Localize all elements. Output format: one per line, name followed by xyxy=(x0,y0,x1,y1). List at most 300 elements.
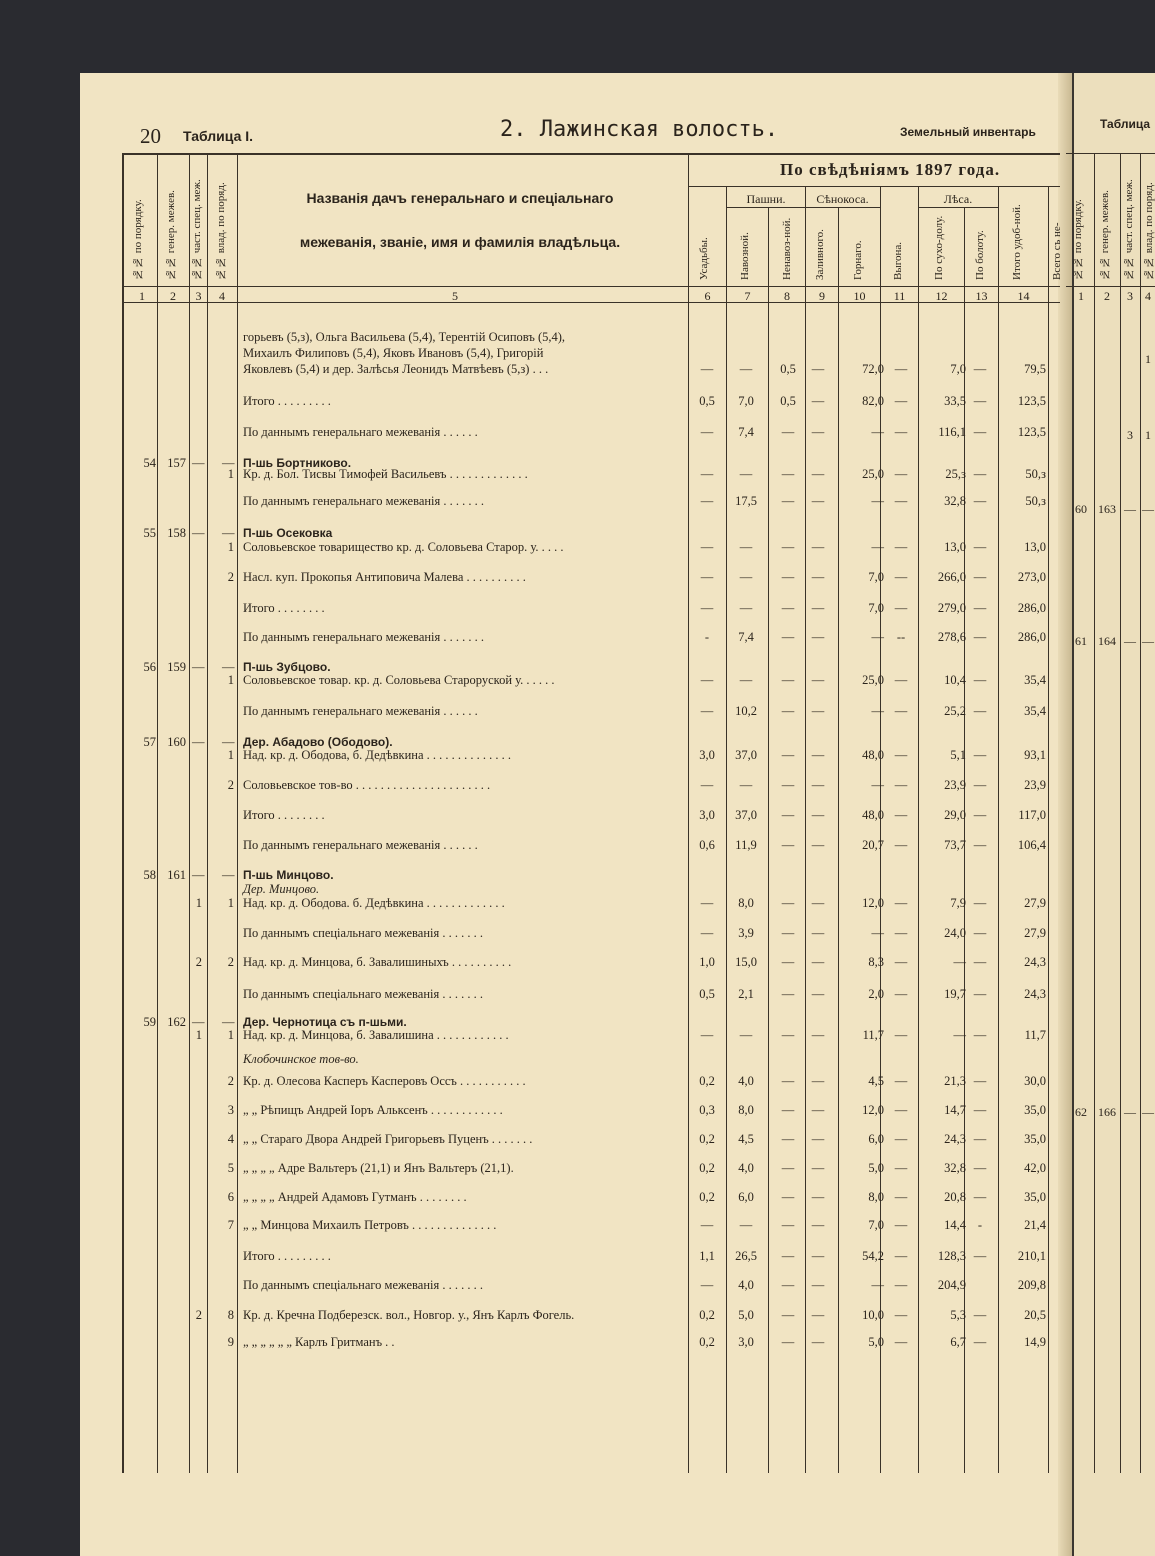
row-c8: — xyxy=(781,1278,795,1292)
colnum-9: 9 xyxy=(819,289,825,303)
row-c8: — xyxy=(781,673,795,687)
row-c8: — xyxy=(781,425,795,439)
row-c13: — xyxy=(973,362,987,376)
row-c6: 0,2 xyxy=(699,1132,715,1146)
row-c9: — xyxy=(811,748,825,762)
row-c9: — xyxy=(811,570,825,584)
row-c13: — xyxy=(973,425,987,439)
row-c12: 73,7 xyxy=(944,838,966,852)
row-c10: 12,0 xyxy=(862,1103,884,1117)
row-c10: 5,0 xyxy=(868,1335,884,1349)
row-c11: — xyxy=(894,778,908,792)
right-colnum-3: 3 xyxy=(1127,289,1133,303)
row-c7: 7,4 xyxy=(738,425,754,439)
row-n3: — xyxy=(192,526,205,540)
row-c10: — xyxy=(871,778,884,792)
row-c8: — xyxy=(781,1218,795,1232)
row-name: Соловьевское товар. кр. д. Соловьева Староруской у. . . . . . xyxy=(243,673,555,687)
row-c10: 6,0 xyxy=(868,1132,884,1146)
row-c6: — xyxy=(700,1028,714,1042)
table-row xyxy=(0,896,1060,912)
table-row xyxy=(0,955,1060,971)
row-c12: 32,8 xyxy=(944,494,966,508)
row-c9: — xyxy=(811,1190,825,1204)
right-header-special: №№ част. спец. меж. xyxy=(1123,179,1135,280)
row-n1: 54 xyxy=(143,456,156,470)
row-c6: 0,3 xyxy=(699,1103,715,1117)
header-bottom-border xyxy=(122,286,1060,287)
row-n3: — xyxy=(192,735,205,749)
row-n1: 55 xyxy=(143,526,156,540)
row-c9: — xyxy=(811,1335,825,1349)
page-number: 20 xyxy=(140,124,161,148)
row-c13: — xyxy=(973,838,987,852)
row-c10: 11,7 xyxy=(862,1028,884,1042)
row-c7: 37,0 xyxy=(735,748,757,762)
row-c14: 117,0 xyxy=(1018,808,1046,822)
table-row xyxy=(0,630,1060,646)
row-c8: — xyxy=(781,1132,795,1146)
row-c9: — xyxy=(811,673,825,687)
row-c6: 0,2 xyxy=(699,1308,715,1322)
row-c12: 24,3 xyxy=(944,1132,966,1146)
row-n4: 7 xyxy=(227,1218,234,1232)
row-c14: 50,з xyxy=(1025,494,1046,508)
row-c6: — xyxy=(700,494,714,508)
row-c9: — xyxy=(811,630,825,644)
row-c7: 2,1 xyxy=(738,987,754,1001)
row-c11: — xyxy=(894,1335,908,1349)
row-c14: 24,3 xyxy=(1024,955,1046,969)
row-c14: 20,5 xyxy=(1024,1308,1046,1322)
row-c12: 32,8 xyxy=(944,1161,966,1175)
table-row xyxy=(0,467,1060,483)
row-name: горьевъ (5,з), Ольга Васильева (5,4), Терентій Осиповъ (5,4), xyxy=(243,330,566,344)
table-row xyxy=(0,540,1060,556)
row-c6: — xyxy=(700,425,714,439)
table-row xyxy=(0,1249,1060,1265)
row-c11: — xyxy=(894,601,908,615)
row-name: Над. кр. д. Ободова. б. Дедѣвкина . . . . . . . . . . . . . xyxy=(243,896,505,910)
row-n3: — xyxy=(192,1015,205,1029)
row-n3: 1 xyxy=(195,1028,202,1042)
survey-title: По свѣдѣніямъ 1897 года. xyxy=(780,160,1001,179)
row-c9: — xyxy=(811,362,825,376)
row-name: Итого . . . . . . . . . xyxy=(243,1249,331,1263)
row-c12: 21,3 xyxy=(944,1074,966,1088)
row-name: По даннымъ спеціальнаго межеванія . . . . . . . xyxy=(243,987,483,1001)
right-table-label: Таблица xyxy=(1100,117,1151,131)
row-n4: 2 xyxy=(227,778,234,792)
row-c10: — xyxy=(871,540,884,554)
row-c10: 10,0 xyxy=(862,1308,884,1322)
row-c14: 286,0 xyxy=(1017,601,1046,615)
name-header-line1: Названія дачъ генеральнаго и спеціальнаго xyxy=(306,190,614,206)
row-name: „ „ Стараго Двора Андрей Григорьевъ Пуценъ . . . . . . . xyxy=(243,1132,533,1146)
row-c6: 0,2 xyxy=(699,1074,715,1088)
row-c10: 25,0 xyxy=(862,467,884,481)
row-c8: — xyxy=(781,926,795,940)
right-row-c3: — xyxy=(1124,502,1136,516)
right-table-top xyxy=(1066,153,1155,154)
row-c10: 2,0 xyxy=(868,987,884,1001)
row-c14: 35,0 xyxy=(1024,1103,1046,1117)
row-name: „ „ „ „ „ „ Карлъ Гритманъ . . xyxy=(243,1335,395,1349)
row-c7: — xyxy=(739,1218,753,1232)
header-estates: Усадьбы. xyxy=(698,237,710,280)
header-unmanured: Ненавоз-ной. xyxy=(781,217,793,280)
row-n4: 5 xyxy=(227,1161,234,1175)
row-name: П-шь Бортниково. xyxy=(243,456,352,470)
row-c13: — xyxy=(973,704,987,718)
row-c13: — xyxy=(973,748,987,762)
row-name: „ „ „ „ Андрей Адамовъ Гутманъ . . . . . . . . xyxy=(243,1190,467,1204)
row-c8: — xyxy=(781,778,795,792)
row-c12: 20,8 xyxy=(944,1190,966,1204)
row-c11: — xyxy=(894,1028,908,1042)
row-c10: 72,0 xyxy=(862,362,884,376)
row-n1: 56 xyxy=(143,660,156,674)
row-name: Итого . . . . . . . . . xyxy=(243,394,331,408)
right-colnum-1: 1 xyxy=(1078,289,1084,303)
row-c8: — xyxy=(781,808,795,822)
table-row xyxy=(0,1052,1060,1068)
row-c10: — xyxy=(871,494,884,508)
row-c8: — xyxy=(781,1335,795,1349)
row-c14: 210,1 xyxy=(1017,1249,1046,1263)
row-n4: — xyxy=(222,735,235,749)
colnum-7: 7 xyxy=(744,289,751,303)
row-c12: — xyxy=(953,955,966,969)
row-c6: 3,0 xyxy=(699,808,715,822)
row-c10: — xyxy=(871,926,884,940)
row-c10: 48,0 xyxy=(862,748,884,762)
right-row-c4: — xyxy=(1142,502,1154,516)
row-name: Клобочинское тов-во. xyxy=(243,1052,359,1066)
row-c13: — xyxy=(973,955,987,969)
row-c13: — xyxy=(973,630,987,644)
volost-title: 2. Лажинская волость. xyxy=(500,117,779,142)
table-row xyxy=(0,673,1060,689)
row-c11: — xyxy=(894,1218,908,1232)
row-c6: - xyxy=(704,630,710,644)
row-c13: — xyxy=(973,778,987,792)
header-flooded: Заливного. xyxy=(814,229,826,280)
row-c11: — xyxy=(894,540,908,554)
right-row-c3: 3 xyxy=(1127,428,1133,442)
table-row xyxy=(0,926,1060,942)
row-n2: 162 xyxy=(167,1015,186,1029)
row-name: Кр. д. Бол. Тисвы Тимофей Васильевъ . . . . . . . . . . . . . xyxy=(243,467,528,481)
row-c14: 14,9 xyxy=(1024,1335,1046,1349)
row-c7: 6,0 xyxy=(738,1190,754,1204)
row-c11: — xyxy=(894,748,908,762)
row-c11: — xyxy=(894,570,908,584)
colnum-1: 1 xyxy=(139,289,145,303)
row-c6: 1,1 xyxy=(699,1249,715,1263)
row-name: По даннымъ генеральнаго межеванія . . . . . . xyxy=(243,704,478,718)
row-c14: 24,3 xyxy=(1024,987,1046,1001)
row-n4: 4 xyxy=(227,1132,234,1146)
row-c7: 15,0 xyxy=(735,955,757,969)
row-c9: — xyxy=(811,1103,825,1117)
right-row-c1: 60 xyxy=(1075,502,1087,516)
row-n2: 159 xyxy=(167,660,186,674)
colnum-12: 12 xyxy=(935,289,948,303)
row-c8: — xyxy=(781,570,795,584)
row-c8: — xyxy=(781,1190,795,1204)
row-c13: — xyxy=(973,1190,987,1204)
row-c10: 20,7 xyxy=(862,838,884,852)
row-c11: — xyxy=(894,494,908,508)
row-name: Михаилъ Филиповъ (5,4), Яковъ Ивановъ (5,4), Григорій xyxy=(243,346,544,360)
row-c9: — xyxy=(811,955,825,969)
right-row-c2: 164 xyxy=(1098,634,1116,648)
row-c6: — xyxy=(700,1278,714,1292)
group-border-2 xyxy=(918,207,998,208)
table-row xyxy=(0,1103,1060,1119)
row-c11: — xyxy=(894,1132,908,1146)
right-row-c2: 166 xyxy=(1098,1105,1116,1119)
table-row xyxy=(0,1308,1060,1324)
table-row xyxy=(0,1278,1060,1294)
row-n2: 161 xyxy=(167,868,186,882)
row-c12: 19,7 xyxy=(944,987,966,1001)
row-c7: — xyxy=(739,778,753,792)
row-name: Над. кр. д. Минцова, б. Завалишина . . . . . . . . . . . . xyxy=(243,1028,509,1042)
row-n1: 57 xyxy=(143,735,156,749)
row-c10: 8,3 xyxy=(868,955,884,969)
row-name: Дер. Чернотица съ п-шьми. xyxy=(243,1015,407,1029)
row-n2: 158 xyxy=(167,526,186,540)
row-c12: 5,3 xyxy=(950,1308,966,1322)
row-c7: 5,0 xyxy=(738,1308,754,1322)
row-c10: 7,0 xyxy=(868,570,884,584)
row-n4: 1 xyxy=(227,896,234,910)
row-c10: — xyxy=(871,425,884,439)
header-order-number: №№ по порядку. xyxy=(132,199,144,280)
row-c7: 3,9 xyxy=(738,926,754,940)
row-c7: 4,0 xyxy=(738,1278,754,1292)
row-c11: — xyxy=(894,704,908,718)
row-n4: — xyxy=(222,868,235,882)
row-c10: 54,2 xyxy=(862,1249,884,1263)
row-c11: -- xyxy=(896,630,906,644)
row-c9: — xyxy=(811,778,825,792)
row-c10: 12,0 xyxy=(862,896,884,910)
row-c8: — xyxy=(781,704,795,718)
row-c10: 7,0 xyxy=(868,601,884,615)
row-c9: — xyxy=(811,1278,825,1292)
row-c8: — xyxy=(781,1028,795,1042)
table-row xyxy=(0,778,1060,794)
group-border-1 xyxy=(726,207,880,208)
row-c12: 25,з xyxy=(945,467,966,481)
header-dry-forest: По сухо-долу. xyxy=(933,215,945,280)
row-c7: 4,0 xyxy=(738,1074,754,1088)
row-c8: — xyxy=(781,494,795,508)
row-c9: — xyxy=(811,1308,825,1322)
row-c13: — xyxy=(973,394,987,408)
row-c9: — xyxy=(811,1028,825,1042)
right-header-order: №№ по порядку. xyxy=(1072,199,1084,280)
row-c9: — xyxy=(811,987,825,1001)
row-c7: 11,9 xyxy=(735,838,757,852)
header-pasture: Выгона. xyxy=(892,242,904,280)
row-name: Итого . . . . . . . . xyxy=(243,601,325,615)
row-name: Соловьевское тов-во . . . . . . . . . . . . . . . . . . . . . . xyxy=(243,778,491,792)
row-n3: 2 xyxy=(195,1308,202,1322)
row-c6: — xyxy=(700,570,714,584)
right-row-c4: — xyxy=(1142,1105,1154,1119)
row-c6: — xyxy=(700,540,714,554)
right-vline-1 xyxy=(1094,153,1095,1473)
row-c9: — xyxy=(811,601,825,615)
row-c11: — xyxy=(894,808,908,822)
right-colnum-2: 2 xyxy=(1104,289,1110,303)
row-c14: 123,5 xyxy=(1017,394,1046,408)
row-c13: — xyxy=(973,1249,987,1263)
row-c7: 37,0 xyxy=(735,808,757,822)
row-c10: — xyxy=(871,704,884,718)
right-row-c3: — xyxy=(1124,1105,1136,1119)
row-c9: — xyxy=(811,1218,825,1232)
row-c14: 30,0 xyxy=(1024,1074,1046,1088)
row-n4: 1 xyxy=(227,467,234,481)
row-c13: — xyxy=(973,540,987,554)
row-c11: — xyxy=(894,425,908,439)
row-c11: — xyxy=(894,673,908,687)
row-c13: — xyxy=(973,494,987,508)
row-c13: — xyxy=(973,1161,987,1175)
row-c7: 4,0 xyxy=(738,1161,754,1175)
right-vline-3 xyxy=(1140,153,1141,1473)
row-n4: 1 xyxy=(227,673,234,687)
row-c6: 3,0 xyxy=(699,748,715,762)
row-c13: — xyxy=(973,1308,987,1322)
row-name: Яковлевъ (5,4) и дер. Залѣсья Леонидъ Матвѣевъ (5,з) . . . xyxy=(243,362,549,376)
row-name: Насл. куп. Прокопья Антиповича Малева . . . . . . . . . . xyxy=(243,570,526,584)
colnum-2: 2 xyxy=(170,289,176,303)
row-c12: 14,7 xyxy=(944,1103,966,1117)
row-c12: — xyxy=(953,1028,966,1042)
row-name: П-шь Зубцово. xyxy=(243,660,331,674)
row-name: П-шь Осековка xyxy=(243,526,333,540)
row-c12: 279,0 xyxy=(937,601,966,615)
row-c14: 23,9 xyxy=(1024,778,1046,792)
right-header-general: №№ генер. межев. xyxy=(1099,190,1111,280)
row-c6: — xyxy=(700,467,714,481)
table-row xyxy=(0,1028,1060,1044)
row-c14: 21,4 xyxy=(1024,1218,1046,1232)
row-name: П-шь Минцово. xyxy=(243,868,334,882)
row-name: Над. кр. д. Минцова, б. Завалишиныхъ . . . . . . . . . . xyxy=(243,955,512,969)
right-row-c1: 61 xyxy=(1075,634,1087,648)
row-c8: 0,5 xyxy=(780,362,796,376)
row-c6: — xyxy=(700,704,714,718)
row-c8: — xyxy=(781,955,795,969)
table-row xyxy=(0,987,1060,1003)
row-c7: 8,0 xyxy=(738,1103,754,1117)
row-c6: 0,5 xyxy=(699,987,715,1001)
row-n3: 2 xyxy=(195,955,202,969)
header-manured: Навозной. xyxy=(739,232,751,280)
row-c11: — xyxy=(894,467,908,481)
row-c7: — xyxy=(739,601,753,615)
row-c14: 50,з xyxy=(1025,467,1046,481)
table-row xyxy=(0,1335,1060,1351)
row-c14: 123,5 xyxy=(1017,425,1046,439)
row-c12: 5,1 xyxy=(950,748,966,762)
row-c9: — xyxy=(811,926,825,940)
colnum-14: 14 xyxy=(1017,289,1030,303)
row-c11: — xyxy=(894,896,908,910)
row-c7: — xyxy=(739,1028,753,1042)
row-n1: 58 xyxy=(143,868,156,882)
row-n3: — xyxy=(192,868,205,882)
table-label: Таблица I. xyxy=(183,128,254,144)
row-c11: — xyxy=(894,1074,908,1088)
row-c9: — xyxy=(811,1132,825,1146)
row-n2: 157 xyxy=(167,456,186,470)
row-c12: 278,6 xyxy=(937,630,966,644)
table-row xyxy=(0,1161,1060,1177)
table-row xyxy=(0,1190,1060,1206)
row-c11: — xyxy=(894,1249,908,1263)
row-c9: — xyxy=(811,838,825,852)
row-c6: — xyxy=(700,601,714,615)
header-special-survey: №№ част. спец. меж. xyxy=(191,179,203,280)
row-c14: 79,5 xyxy=(1024,362,1046,376)
row-c6: 0,5 xyxy=(699,394,715,408)
group-hayfield: Сѣнокоса. xyxy=(816,192,869,206)
row-c8: 0,5 xyxy=(780,394,796,408)
row-c8: — xyxy=(781,1103,795,1117)
row-n3: — xyxy=(192,660,205,674)
row-c9: — xyxy=(811,467,825,481)
right-row-c1: 62 xyxy=(1075,1105,1087,1119)
colnum-10: 10 xyxy=(853,289,866,303)
row-n4: 1 xyxy=(227,748,234,762)
row-n4: 8 xyxy=(227,1308,234,1322)
table-row xyxy=(0,748,1060,764)
row-n3: — xyxy=(192,456,205,470)
row-name: По даннымъ генеральнаго межеванія . . . . . . . xyxy=(243,494,485,508)
row-c9: — xyxy=(811,1074,825,1088)
row-n4: 3 xyxy=(227,1103,234,1117)
row-c14: 35,4 xyxy=(1024,704,1046,718)
row-c10: 82,0 xyxy=(862,394,884,408)
row-c13: — xyxy=(973,926,987,940)
row-name: Кр. д. Кречна Подберезск. вол., Новгор. у., Янъ Карлъ Фогель. xyxy=(243,1308,575,1322)
row-c13: — xyxy=(973,570,987,584)
row-c11: — xyxy=(894,955,908,969)
row-name: Дер. Минцово. xyxy=(243,882,320,896)
row-c9: — xyxy=(811,494,825,508)
survey-title-border xyxy=(688,186,1060,187)
row-c14: 11,7 xyxy=(1024,1028,1046,1042)
row-c8: — xyxy=(781,987,795,1001)
row-c10: 8,0 xyxy=(868,1190,884,1204)
row-c12: 6,7 xyxy=(950,1335,966,1349)
row-c7: 4,5 xyxy=(738,1132,754,1146)
row-name: „ „ Рѣпищъ Андрей Іоръ Альксенъ . . . . . . . . . . . . xyxy=(243,1103,503,1117)
row-c6: 0,2 xyxy=(699,1161,715,1175)
table-top-border xyxy=(122,153,1060,155)
row-c9: — xyxy=(811,1161,825,1175)
right-header-bottom xyxy=(1066,286,1155,287)
row-n4: — xyxy=(222,456,235,470)
